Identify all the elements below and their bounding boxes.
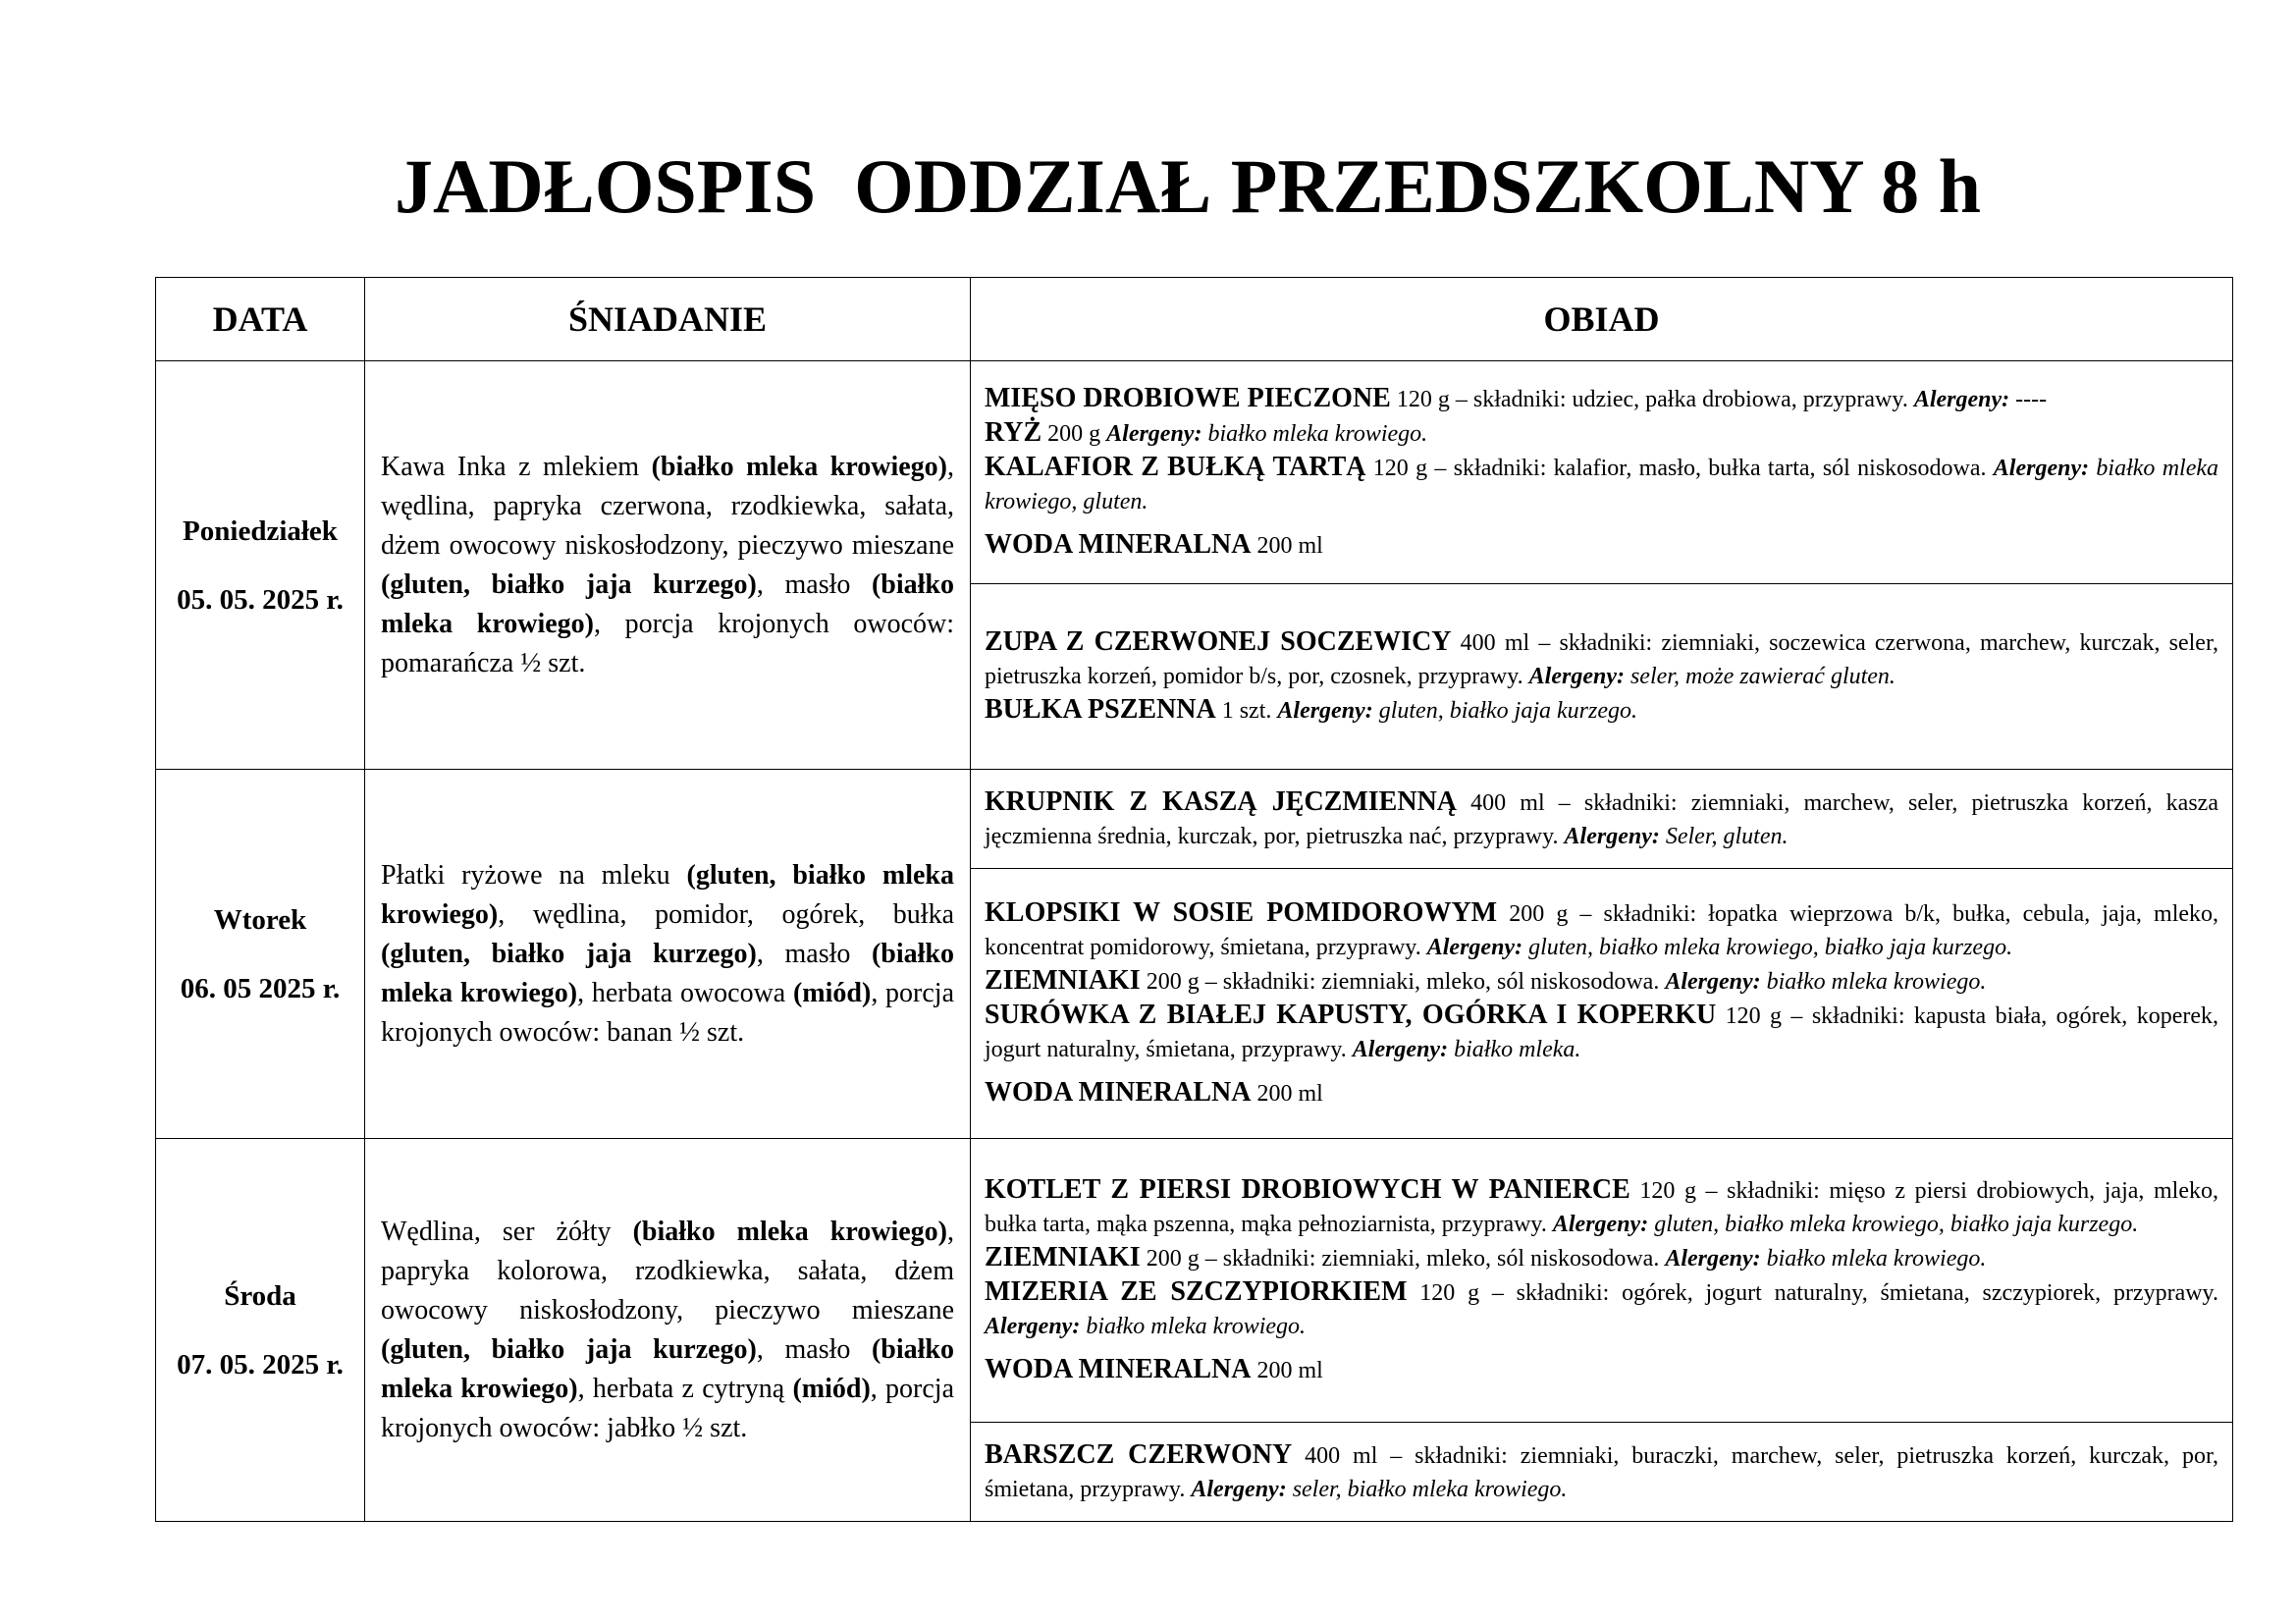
breakfast-allergen: (białko mleka krowiego) [632,1216,947,1247]
dish-name: ZIEMNIAKI [985,965,1141,996]
dish-name: WODA MINERALNA [985,1077,1252,1108]
breakfast-text: Kawa Inka z mlekiem [381,451,652,482]
dinner-cell [971,584,2233,770]
dish-item [985,1353,2218,1387]
allergen-list: gluten, białko mleka krowiego, białko jaja kurzego. [1522,935,2013,960]
date-cell [156,770,365,1139]
allergen-list: seler, może zawierać gluten. [1624,664,1896,689]
dish-allergens [1277,698,1637,724]
dish-description: 400 ml – składniki: ziemniaki, buraczki, marchew, seler, pietruszka korzeń, kurczak, por, śmietana, przyprawy. [985,1442,2218,1502]
dinner-cell [971,1139,2233,1423]
breakfast-allergen: (gluten, białko jaja kurzego) [381,938,757,969]
dish-description: 120 g – składniki: kalafior, masło, bułka tarta, sól niskosodowa. [1365,456,1994,481]
breakfast-cell [365,1139,971,1522]
dish-name: WODA MINERALNA [985,1354,1252,1384]
dish-allergens [1427,935,2012,960]
allergen-label: Alergeny: [1426,935,1523,960]
day-date: 06. 05 2025 r. [180,972,341,1004]
dish-item [985,1275,2218,1343]
breakfast-allergen: (białko mleka krowiego) [381,568,954,639]
menu-table [155,277,2233,1522]
breakfast-allergen: (gluten, białko mleka krowiego) [381,859,954,930]
dish-allergens [1353,1037,1581,1062]
dish-name: MIZERIA ZE SZCZYPIORKIEM [985,1276,1408,1307]
dish-description: 1 szt. [1215,698,1278,724]
breakfast-text: , herbata owocowa [577,977,793,1008]
dish-name: KALAFIOR Z BUŁKĄ TARTĄ [985,452,1366,482]
breakfast-text: , masło [756,1333,872,1365]
breakfast-text: , wędlina, pomidor, ogórek, bułka [498,898,954,930]
day-date: 05. 05. 2025 r. [177,583,344,616]
allergen-label: Alergeny: [1106,421,1202,447]
dish-allergens [1665,969,1986,995]
date-cell [156,361,365,770]
breakfast-allergen: (miód) [792,1373,871,1404]
breakfast-text: , herbata z cytryną [577,1373,793,1404]
allergen-list: gluten, białko mleka krowiego, białko jaja kurzego. [1648,1212,2139,1237]
dish-allergens [1529,664,1896,689]
breakfast-text: , porcja krojonych owoców: banan ½ szt. [381,977,955,1048]
day-name: Wtorek [213,903,307,936]
dinner-cell [971,361,2233,584]
breakfast-text: , porcja krojonych owoców: jabłko ½ szt. [381,1373,955,1443]
dish-item [985,896,2218,964]
allergen-label: Alergeny: [1552,1212,1649,1237]
breakfast-allergen: (białko mleka krowiego) [381,1333,954,1404]
breakfast-allergen: (białko mleka krowiego) [651,451,947,482]
allergen-label: Alergeny: [1913,387,2010,412]
header-breakfast: ŚNIADANIE [365,278,971,361]
dish-description: 200 ml [1251,1081,1323,1107]
dish-description: 200 g – składniki: ziemniaki, mleko, sól niskosodowa. [1140,969,1666,995]
table-row [156,770,2233,869]
dinner-cell [971,869,2233,1139]
dish-allergens [1191,1477,1567,1502]
allergen-list: Seler, gluten. [1659,823,1789,849]
day-name: Poniedziałek [183,514,338,547]
breakfast-allergen: (miód) [792,977,872,1008]
dish-item [985,625,2218,693]
header-dinner: OBIAD [971,278,2233,361]
allergen-label: Alergeny: [1352,1037,1449,1062]
dish-name: WODA MINERALNA [985,529,1252,560]
breakfast-text: Wędlina, ser żółty [381,1216,633,1247]
dish-description: 120 g – składniki: kapusta biała, ogórek, koperek, jogurt naturalny, śmietana, przyprawy. [985,1003,2219,1062]
dish-item [985,693,2218,728]
dish-item [985,1438,2218,1506]
allergen-label: Alergeny: [1528,664,1625,689]
breakfast-text: , wędlina, papryka czerwona, rzodkiewka, sałata, dżem owocowy niskosłodzony, pieczywo mieszane [381,451,954,561]
page-title: JADŁOSPIS ODDZIAŁ PRZEDSZKOLNY 8 h [395,143,1981,229]
dish-description: 200 ml [1251,533,1323,559]
dish-item [985,999,2218,1066]
breakfast-cell [365,361,971,770]
dish-allergens [1665,1246,1986,1272]
dish-description: 200 g – składniki: łopatka wieprzowa b/k, bułka, cebula, jaja, mleko, koncentrat pomidorowy, śmietana, przyprawy. [985,901,2219,960]
dish-description: 120 g – składniki: ogórek, jogurt naturalny, śmietana, szczypiorek, przyprawy. [1407,1280,2219,1306]
header-row [156,278,2233,361]
allergen-list: białko mleka krowiego. [1201,421,1428,447]
allergen-list: ---- [2009,387,2048,412]
dish-description: 200 ml [1251,1358,1323,1383]
menu-body [156,361,2233,1522]
allergen-list: białko mleka krowiego. [1760,969,1987,995]
dish-item [985,382,2218,416]
dish-item [985,785,2218,853]
dish-item [985,451,2218,518]
breakfast-text: , masło [756,938,872,969]
allergen-list: seler, białko mleka krowiego. [1286,1476,1568,1502]
dish-allergens [1106,421,1427,447]
dish-description: 400 ml – składniki: ziemniaki, soczewica czerwona, marchew, kurczak, seler, pietruszka korzeń, pomidor b/s, por, czosnek, przyprawy. [985,630,2218,689]
header-date: DATA [156,278,365,361]
breakfast-text: , masło [756,568,872,600]
dish-allergens [1565,824,1789,849]
allergen-label: Alergeny: [1564,823,1660,849]
dish-name: SURÓWKA Z BIAŁEJ KAPUSTY, OGÓRKA I KOPERKU [985,1000,1717,1030]
dish-description: 120 g – składniki: mięso z piersi drobiowych, jaja, mleko, bułka tarta, mąka pszenna, mąka pełnoziarnista, przyprawy. [985,1178,2218,1237]
dish-name: BUŁKA PSZENNA [985,694,1216,725]
dish-description: 200 g [1041,421,1107,447]
dinner-cell [971,770,2233,869]
allergen-label: Alergeny: [1665,1246,1761,1272]
allergen-list: białko mleka krowiego. [1760,1246,1987,1272]
dish-name: BARSZCZ CZERWONY [985,1438,1293,1470]
dish-name: MIĘSO DROBIOWE PIECZONE [985,383,1391,413]
dish-allergens [1914,387,2047,412]
dish-name: KRUPNIK Z KASZĄ JĘCZMIENNĄ [985,785,1458,817]
dish-name: RYŻ [985,417,1042,448]
date-cell [156,1139,365,1522]
dish-description: 200 g – składniki: ziemniaki, mleko, sól niskosodowa. [1140,1246,1666,1272]
breakfast-text: , papryka kolorowa, rzodkiewka, sałata, dżem owocowy niskosłodzony, pieczywo mieszane [381,1216,954,1326]
allergen-label: Alergeny: [985,1314,1081,1339]
breakfast-allergen: (białko mleka krowiego) [381,938,954,1008]
dish-description: 120 g – składniki: udziec, pałka drobiowa, przyprawy. [1390,387,1914,412]
dish-name: ZIEMNIAKI [985,1242,1141,1272]
allergen-label: Alergeny: [1277,698,1373,724]
dish-item [985,416,2218,451]
allergen-list: białko mleka. [1448,1037,1581,1062]
allergen-label: Alergeny: [1993,456,2090,481]
dish-name: KLOPSIKI W SOSIE POMIDOROWYM [985,897,1498,928]
allergen-list: białko mleka krowiego, gluten. [985,456,2218,514]
allergen-label: Alergeny: [1665,969,1761,995]
dish-description: 400 ml – składniki: ziemniaki, marchew, seler, pietruszka korzeń, kasza jęczmienna średnia, kurczak, por, pietruszka nać, przyprawy. [985,789,2218,849]
breakfast-allergen: (gluten, białko jaja kurzego) [381,568,757,600]
allergen-list: gluten, białko jaja kurzego. [1372,698,1637,724]
dish-name: ZUPA Z CZERWONEJ SOCZEWICY [985,626,1452,657]
allergen-label: Alergeny: [1191,1476,1287,1502]
breakfast-text: Płatki ryżowe na mleku [381,859,687,891]
dish-item [985,964,2218,999]
breakfast-cell [365,770,971,1139]
allergen-list: białko mleka krowiego. [1080,1314,1307,1339]
breakfast-text: , porcja krojonych owoców: pomarańcza ½ szt. [381,608,954,678]
dish-item [985,528,2218,563]
dish-name: KOTLET Z PIERSI DROBIOWYCH W PANIERCE [985,1174,1630,1205]
table-row [156,1139,2233,1423]
day-name: Środa [224,1279,296,1312]
breakfast-allergen: (gluten, białko jaja kurzego) [381,1333,757,1365]
dish-allergens [985,1314,1306,1339]
table-row [156,361,2233,584]
dish-item [985,1076,2218,1110]
dish-allergens [1553,1212,2138,1237]
day-date: 07. 05. 2025 r. [177,1348,344,1380]
dish-item [985,1173,2218,1241]
dinner-cell [971,1423,2233,1522]
dish-item [985,1241,2218,1275]
